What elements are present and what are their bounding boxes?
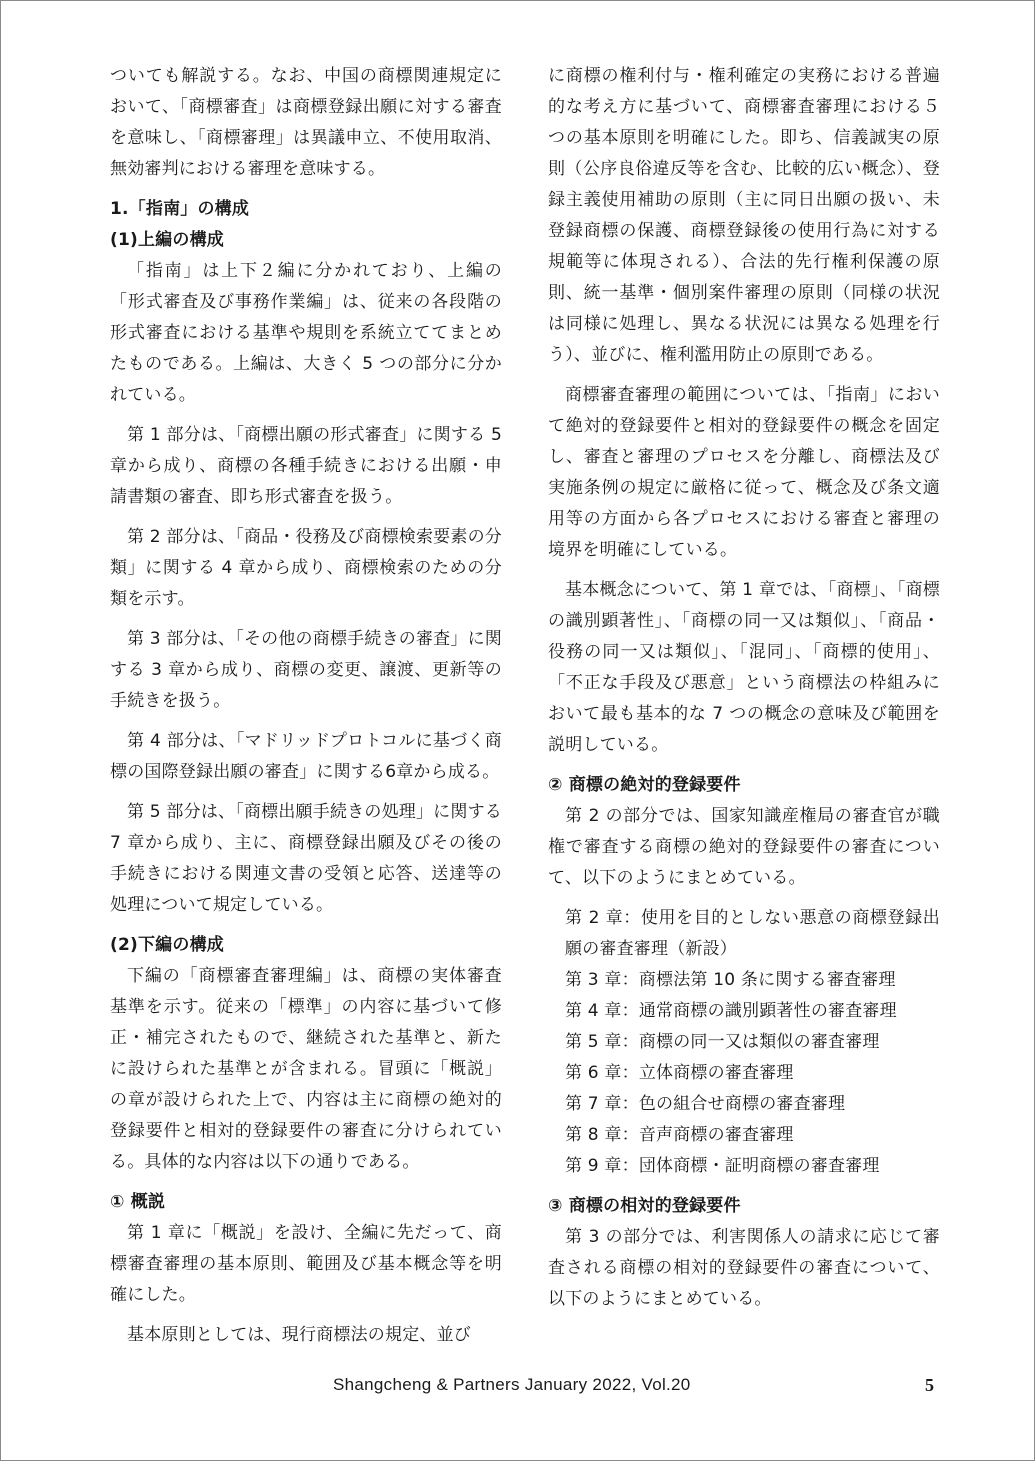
chapter-item: 第 5 章：商標の同一又は類似の審査審理 (565, 1032, 880, 1052)
subsection-heading: (1)上編の構成 (110, 230, 224, 250)
paragraph: 「指南」は上下２編に分かれており、上編の「形式審査及び事務作業編」は、従来の各段階の形式審査における基準や規則を系統立ててまとめたものである。上編は、大きく 5 つの部分に分かれている。 (110, 261, 502, 405)
paragraph: 第 3 部分は、「その他の商標手続きの審査」に関する 3 章から成り、商標の変更、譲渡、更新等の手続きを扱う。 (110, 629, 502, 711)
section-heading: 1.「指南」の構成 (110, 199, 250, 219)
paragraph: 第 1 部分は、「商標出願の形式審査」に関する 5 章から成り、商標の各種手続きにおける出願・申請書類の審査、即ち形式審査を扱う。 (110, 425, 502, 507)
subsection-heading: ③ 商標の相対的登録要件 (548, 1196, 741, 1216)
page-footer (1, 1375, 1035, 1401)
chapter-item: 第 3 章：商標法第 10 条に関する審査審理 (565, 970, 896, 990)
chapter-item: 第 9 章：団体商標・証明商標の審査審理 (565, 1156, 880, 1176)
chapter-item: 第 8 章：音声商標の審査審理 (565, 1125, 794, 1145)
paragraph: 第 4 部分は、「マドリッドプロトコルに基づく商標の国際登録出願の審査」に関する6章から成る。 (110, 731, 502, 782)
chapter-item: 第 6 章：立体商標の審査審理 (565, 1063, 794, 1083)
paragraph: 基本原則としては、現行商標法の規定、並び (127, 1325, 471, 1345)
paragraph: に商標の権利付与・権利確定の実務における普遍的な考え方に基づいて、商標審査審理における５つの基本原則を明確にした。即ち、信義誠実の原則（公序良俗違反等を含む、比較的広い概念）、登録主義使用補助の原則（主に同日出願の扱い、未登録商標の保護、商標登録後の使用行為に対する規範等に体現される）、合法的先行権利保護の原則、統一基準・個別案件審理の原則（同様の状況は同様に処理し、異なる状況には異なる処理を行う）、並びに、権利濫用防止の原則である。 (548, 66, 940, 365)
paragraph: 商標審査審理の範囲については、「指南」において絶対的登録要件と相対的登録要件の概念を固定し、審査と審理のプロセスを分離し、商標法及び実施条例の規定に厳格に従って、概念及び条文適用等の方面から各プロセスにおける審査と審理の境界を明確にしている。 (548, 385, 940, 560)
paragraph: ついても解説する。なお、中国の商標関連規定において、「商標審査」は商標登録出願に対する審査を意味し、「商標審理」は異議申立、不使用取消、無効審判における審理を意味する。 (110, 66, 502, 179)
paragraph: 基本概念について、第 1 章では、「商標」、「商標の識別顕著性」、「商標の同一又は類似」、「商品・役務の同一又は類似」、「混同」、「商標的使用」、「不正な手段及び悪意」という商標法の枠組みにおいて最も基本的な 7 つの概念の意味及び範囲を説明している。 (548, 580, 940, 755)
paragraph: 第 5 部分は、「商標出願手続きの処理」に関する 7 章から成り、主に、商標登録出願及びその後の手続きにおける関連文書の受領と応答、送達等の処理について規定している。 (110, 802, 502, 915)
paragraph: 第 2 の部分では、国家知識産権局の審査官が職権で審査する商標の絶対的登録要件の審査について、以下のようにまとめている。 (548, 806, 940, 888)
chapter-item: 第 4 章：通常商標の識別顕著性の審査審理 (565, 1001, 897, 1021)
paragraph: 第 3 の部分では、利害関係人の請求に応じて審査される商標の相対的登録要件の審査について、以下のようにまとめている。 (548, 1227, 940, 1309)
chapter-list (548, 903, 940, 1182)
publication-info: Shangcheng & Partners January 2022, Vol.20 (333, 1375, 691, 1394)
subsection-heading: ① 概説 (110, 1192, 166, 1212)
paragraph: 第 1 章に「概説」を設け、全編に先だって、商標審査審理の基本原則、範囲及び基本概念等を明確にした。 (110, 1223, 502, 1305)
subsection-heading: ② 商標の絶対的登録要件 (548, 775, 741, 795)
subsection-heading: (2)下編の構成 (110, 935, 224, 955)
paragraph: 第 2 部分は、「商品・役務及び商標検索要素の分類」に関する 4 章から成り、商標検索のための分類を示す。 (110, 527, 502, 609)
chapter-item: 第 7 章：色の組合せ商標の審査審理 (565, 1094, 846, 1114)
right-column (548, 61, 940, 1324)
paragraph: 下編の「商標審査審理編」は、商標の実体審査基準を示す。従来の「標準」の内容に基づいて修正・補完されたもので、継続された基準と、新たに設けられた基準とが含まれる。冒頭に「概説」の章が設けられた上で、内容は主に商標の絶対的登録要件と相対的登録要件の審査に分けられている。具体的な内容は以下の通りである。 (110, 966, 502, 1172)
chapter-item: 第 2 章：使用を目的としない悪意の商標登録出願の審査審理（新設） (565, 908, 940, 959)
left-column (110, 61, 502, 1360)
page-number: 5 (925, 1375, 934, 1395)
